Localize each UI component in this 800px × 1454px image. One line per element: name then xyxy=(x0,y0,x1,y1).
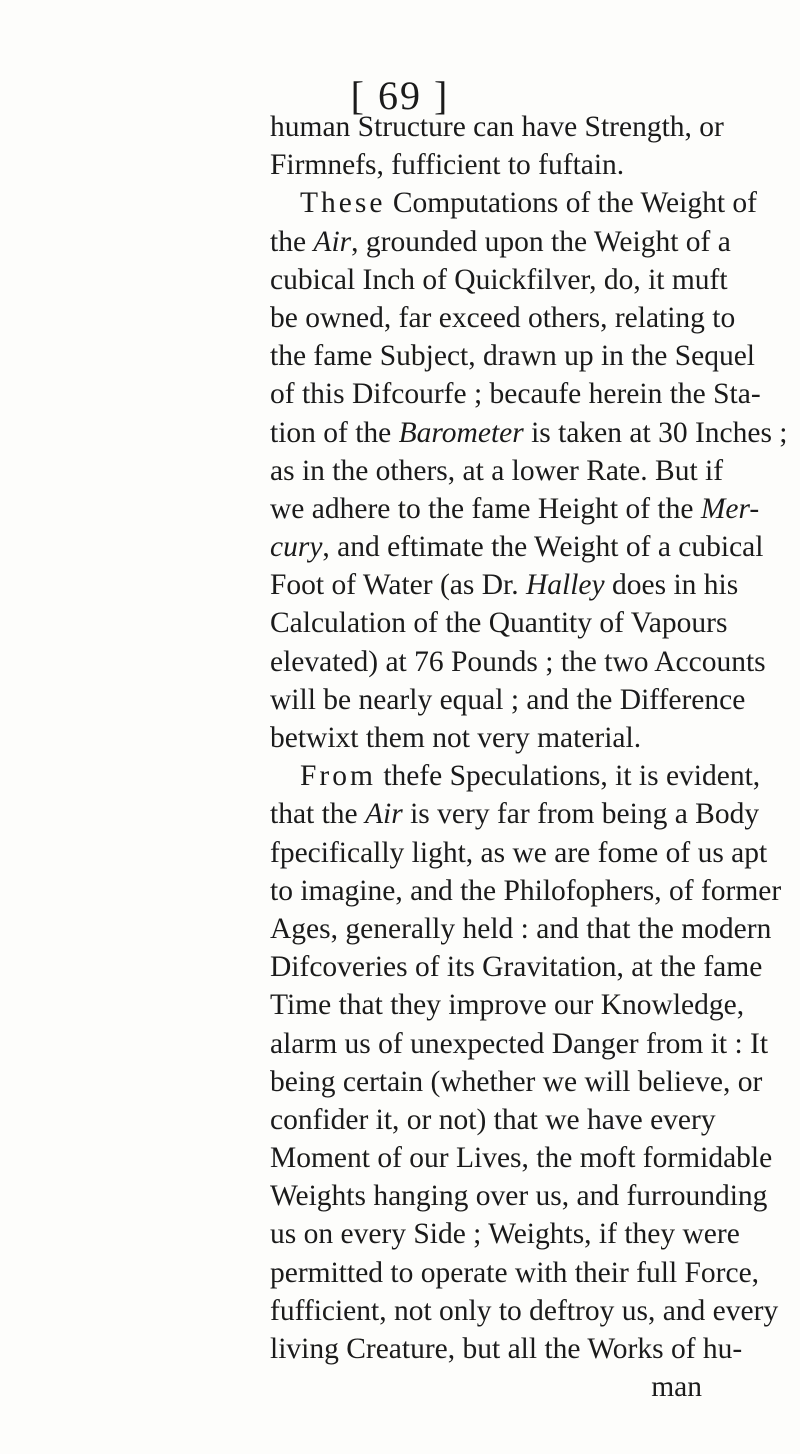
text-segment: of this Difcourfe ; becaufe herein the Sta- xyxy=(270,378,761,411)
italic-text: Halley xyxy=(525,569,605,602)
text-line xyxy=(270,1177,768,1215)
page-number: [ 69 ] xyxy=(350,73,450,118)
italic-text: Barometer xyxy=(398,416,524,449)
text-line xyxy=(270,795,760,833)
text-line xyxy=(270,375,761,413)
text-line xyxy=(270,1292,779,1330)
text-line xyxy=(270,719,702,757)
text-line xyxy=(270,643,766,681)
text-segment: Computations of the Weight of xyxy=(385,187,757,220)
text-segment: Foot of Water (as Dr. xyxy=(270,569,526,602)
text-segment: tion of the xyxy=(270,416,399,449)
text-segment: cubical Inch of Quickfilver, do, it muft xyxy=(270,263,728,296)
text-segment: we adhere to the fame Height of the xyxy=(270,492,701,525)
text-line xyxy=(270,681,746,719)
text-segment: betwixt them not very material. xyxy=(270,722,642,754)
text-segment: is taken at 30 Inches ; xyxy=(523,416,788,449)
text-line xyxy=(270,223,731,261)
text-line xyxy=(270,337,755,375)
text-segment: does in his xyxy=(604,569,739,602)
text-line xyxy=(270,299,736,337)
italic-text: Mer- xyxy=(700,492,760,525)
text-line xyxy=(270,1215,740,1253)
text-segment: man xyxy=(651,1371,702,1404)
text-line xyxy=(270,1025,769,1063)
text-segment: Firmnefs, fufficient to fuftain. xyxy=(270,149,625,182)
text-segment: Weights hanging over us, and furrounding xyxy=(270,1180,768,1213)
text-line xyxy=(270,872,782,910)
italic-text: Air xyxy=(313,225,352,258)
text-line xyxy=(270,986,745,1024)
text-segment: to imagine, and the Philofophers, of former xyxy=(270,874,782,907)
text-line xyxy=(270,948,763,986)
text-line xyxy=(270,528,764,566)
text-segment: alarm us of unexpected Danger from it : It xyxy=(270,1027,769,1060)
text-segment: as in the others, at a lower Rate. But if xyxy=(270,454,724,487)
text-segment: living Creature, but all the Works of hu- xyxy=(270,1333,743,1365)
text-segment: Moment of our Lives, the moft formidable xyxy=(270,1142,773,1175)
text-segment: , and eftimate the Weight of a cubical xyxy=(322,531,764,564)
text-segment: elevated) at 76 Pounds ; the two Accounts xyxy=(270,645,766,678)
text-line xyxy=(270,184,757,222)
text-segment: fufficient, not only to deftroy us, and every xyxy=(270,1294,779,1327)
text-line xyxy=(270,834,768,872)
text-segment: fpecifically light, as we are fome of us apt xyxy=(270,836,768,869)
text-line xyxy=(270,1139,773,1177)
text-segment: Calculation of the Quantity of Vapours xyxy=(270,607,728,640)
text-segment: permitted to operate with their full Force, xyxy=(270,1256,760,1289)
small-caps-text: These xyxy=(300,187,386,220)
text-segment: the fame Subject, drawn up in the Sequel xyxy=(270,340,755,373)
text-segment: be owned, far exceed others, relating to xyxy=(270,301,736,334)
text-segment: will be nearly equal ; and the Difference xyxy=(270,683,746,716)
body-text xyxy=(270,108,788,1406)
italic-text: Air xyxy=(365,798,403,831)
text-line xyxy=(270,452,724,490)
text-line xyxy=(270,604,728,642)
small-caps-text: From xyxy=(300,760,376,793)
text-line xyxy=(270,910,772,948)
text-segment: that the xyxy=(270,798,366,831)
text-line xyxy=(270,1368,702,1406)
text-line xyxy=(270,1330,743,1368)
text-line xyxy=(270,566,739,604)
text-line xyxy=(270,1101,716,1139)
italic-text: cury xyxy=(270,531,323,564)
text-line xyxy=(270,490,760,528)
text-line xyxy=(270,1254,760,1292)
text-segment: Ages, generally held : and that the modern xyxy=(270,912,772,945)
text-line xyxy=(270,1063,763,1101)
text-line xyxy=(270,146,702,184)
text-line xyxy=(270,414,788,452)
text-segment: thefe Speculations, it is evident, xyxy=(375,760,761,793)
text-line xyxy=(270,261,728,299)
text-segment: confider it, or not) that we have every xyxy=(270,1103,716,1136)
text-segment: human Structure can have Strength, or xyxy=(270,111,724,143)
text-segment: is very far from being a Body xyxy=(402,798,760,831)
text-line xyxy=(270,108,724,146)
text-segment: the xyxy=(270,225,314,258)
text-segment: us on every Side ; Weights, if they were xyxy=(270,1218,740,1251)
text-segment: being certain (whether we will believe, or xyxy=(270,1065,763,1098)
text-segment: Time that they improve our Knowledge, xyxy=(270,989,745,1022)
text-segment: Difcoveries of its Gravitation, at the fame xyxy=(270,951,763,984)
text-segment: , grounded upon the Weight of a xyxy=(351,225,731,258)
text-line xyxy=(270,757,761,795)
